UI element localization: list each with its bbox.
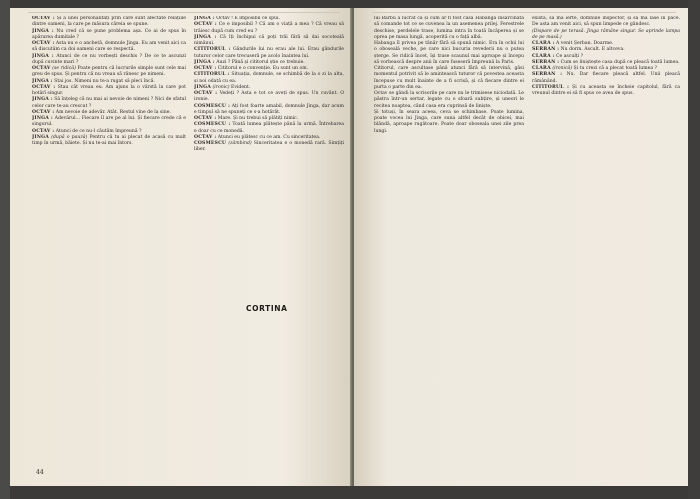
speaker-name: JINGA : [194, 34, 217, 40]
dialogue-paragraph [194, 22, 344, 35]
top-edge [372, 12, 676, 13]
right-page [354, 8, 688, 486]
dialogue-text: Auzi ? Până și cititorul știe ce trebuie. [216, 59, 305, 65]
speaker-name: OCTAV : [32, 16, 55, 21]
dialogue-text: Cititorul, care ascultase până atunci fără să intervină, găsi momentul potrivit să le amintească tuturor că povestea aceasta începuse cu mult înainte de a fi scrisă, și că fiecare dintre ei purta o parte din ea. [374, 66, 524, 90]
speaker-name: OCTAV : [194, 66, 217, 71]
speaker-name: JINGA : [194, 59, 215, 65]
text-column-4 [532, 16, 680, 266]
dialogue-paragraph [32, 41, 186, 54]
dialogue-paragraph [32, 97, 186, 110]
dialogue-text: Ce e imposibil ? Că am o viață a mea ? Că vreau să trăiesc după cum cred eu ? [194, 22, 344, 34]
dialogue-paragraph [194, 35, 344, 48]
dialogue-text: Octav ! E imposibil ce spui. [216, 16, 280, 21]
speaker-name: JINGA [194, 84, 212, 90]
dialogue-text: Și a unei personalități prin care sunt afectate relațiile dintre oameni, la care pe măsura căreia se spune. [32, 16, 186, 28]
speaker-name: JINGA : [32, 78, 53, 84]
dialogue-paragraph [32, 16, 186, 29]
dialogue-text: Cititorul e o convenție. Eu sunt un om. [217, 66, 309, 71]
speaker-name: SERBAN : [532, 72, 563, 78]
dialogue-text: există, să mă ierte, domnule inspector, și să mă lase în pace. De asta am venit aici, să spun limpede ce gândesc. [532, 16, 680, 28]
stage-direction: (se ridică) [52, 66, 76, 71]
speaker-name: OCTAV : [194, 91, 218, 96]
dialogue-text: Evident. [230, 84, 251, 90]
dialogue-paragraph [532, 85, 680, 98]
stage-direction: (ironică) [552, 66, 573, 71]
dialogue-text: Nu cred că se pune problema așa. Ce ai de spus în apărarea dumitale ? [32, 28, 186, 40]
speaker-name: COSMESCU : [194, 122, 231, 128]
dialogue-paragraph [32, 54, 186, 67]
dialogue-text: Toată lumea plătește până la urmă. Întrebarea e doar cu ce monedă. [194, 122, 344, 134]
speaker-name: OCTAV : [32, 128, 55, 134]
dialogue-text: Vedeți ? Asta e tot ce aveți de spus. Un cuvânt. O ironie. [194, 91, 344, 103]
speaker-name: CITITORUL : [532, 84, 569, 90]
dialogue-paragraph [194, 104, 344, 117]
dialogue-paragraph [32, 85, 186, 98]
dialogue-text: Gândurile lui nu erau ale lui. Erau gândurile tuturor celor care trecuseră pe acolo înaintea lui. [194, 47, 344, 59]
speaker-name: OCTAV : [32, 84, 56, 90]
dialogue-text: Atunci de ce nu-l căutăm împreună ? [55, 128, 142, 134]
speaker-name: OCTAV [32, 66, 51, 71]
speaker-name: OCTAV : [194, 22, 217, 28]
dialogue-text: Să înțeleg că nu mai ai nevoie de nimeni ? Nici de sfatul celor care te-au crescut ? [32, 97, 186, 109]
dialogue-paragraph [374, 110, 524, 135]
dialogue-text: Ce asculți ? [556, 53, 584, 59]
stage-direction: (ironic) [212, 84, 230, 90]
dialogue-paragraph [194, 72, 344, 85]
speaker-name: JINGA : [32, 97, 53, 103]
dialogue-text: Nu dorm. Ascult. E altceva. [560, 47, 625, 53]
dialogue-paragraph [532, 72, 680, 85]
dialogue-paragraph [374, 41, 524, 66]
text-column-3 [374, 16, 524, 466]
dialogue-text: Nu. Dar fiecare pleacă altfel. Unii pleacă rămânând. [532, 72, 680, 84]
section-title: CORTINA [246, 304, 288, 313]
dialogue-text: Habanga îl privea pe tânăr fără să spună nimic. Era în ochii lui o oboseală veche, pe care nici bucuria revederii nu o putea șterge. Se ridică încet, își trase scaunul mai aproape și începu să vorbească despre anii în care fuseseră împreună la Paris. [374, 41, 524, 65]
speaker-name: CITITORUL : [194, 72, 230, 78]
speaker-name: JINGA : [32, 53, 54, 59]
dialogue-text: Ați fost foarte amabil, domnule Jinga, dar acum e timpul să ne spuneți ce s-a hotărât. [194, 103, 344, 115]
speaker-name: CLARA : [532, 53, 555, 59]
dialogue-text: Pentru că tu ai plecat de acasă cu mult timp în urmă, băiete. Și nu te-ai mai întors. [32, 134, 186, 146]
dialogue-paragraph [194, 91, 344, 104]
dialogue-paragraph [32, 29, 186, 42]
dialogue-paragraph [32, 66, 186, 79]
dialogue-text: Am nevoie de adevăr. Atât. Restul vine de la sine. [55, 109, 171, 115]
dialogue-paragraph [374, 16, 524, 41]
stage-direction: (zâmbind) [228, 141, 252, 146]
dialogue-text: Și tu crezi că a plecat toată lumea ? [573, 66, 658, 71]
dialogue-paragraph [532, 29, 680, 42]
top-edge [28, 12, 340, 13]
speaker-name: OCTAV : [32, 109, 55, 115]
speaker-name: CITITORUL : [194, 47, 231, 53]
dialogue-text: Sinceritatea e o monedă rară. Simțiți liber. [194, 141, 344, 153]
dialogue-text: Că îți închipui că poți trăi fără să dai socoteală nimănui. [194, 34, 344, 46]
dialogue-text: Cum se liniștește casa după ce pleacă toată lumea. [560, 59, 680, 65]
speaker-name: COSMESCU [194, 141, 227, 146]
speaker-name: SERBAN : [532, 59, 560, 65]
dialogue-paragraph [194, 141, 344, 154]
stage-direction: (după o pauză) [51, 134, 88, 140]
book-cover-edge-right [688, 0, 700, 499]
text-column-1 [32, 16, 186, 466]
stage-direction: (Dispare de pe terasă. Jinga rămâne singur. Se aprinde lampa de pe masă.) [532, 28, 680, 40]
speaker-name: OCTAV : [194, 116, 217, 121]
dialogue-paragraph [32, 116, 186, 129]
dialogue-paragraph [194, 47, 344, 60]
speaker-name: CLARA : [532, 41, 555, 46]
speaker-name: JINGA : [194, 16, 215, 21]
speaker-name: JINGA : [32, 116, 53, 121]
dialogue-text: Mare. Și nu trebui să plătiți nimic. [217, 116, 299, 121]
dialogue-text: Adevărul... Fiecare îl are pe al lui. Și fiecare crede că e singurul. [32, 116, 186, 128]
speaker-name: OCTAV : [32, 41, 55, 46]
speaker-name: COSMESCU : [194, 103, 231, 109]
dialogue-text: lui Barbu a lucrat ca și cum ar fi fost casa Habanga însărcinată să comande tot ce se cuvenea la un asemenea prilej. Ferestrele deschise, perdelele trase, lumina intra în toată încăperea și se oprea pe masa lungă, acoperită cu o față albă. [374, 16, 524, 40]
dialogue-text: Atunci de ce nu vorbești deschis ? De ce te ascunzi după cuvinte mari ? [32, 53, 186, 65]
dialogue-text: Poate pentru că lucrurile simple sunt cele mai greu de spus. Și pentru că nu vreau să rănesc pe nimeni. [32, 66, 186, 78]
speaker-name: SERBAN : [532, 47, 560, 53]
speaker-name: JINGA : [32, 28, 54, 34]
dialogue-paragraph [32, 135, 186, 148]
dialogue-text: Octav se gândi la scrisorile pe care nu le trimisese niciodată. Le păstra într-un sertar, legate cu o sfoară subțire, și uneori le recitea noaptea, când casa era cuprinsă de liniște. [374, 91, 524, 109]
left-page [10, 8, 353, 486]
dialogue-text: Și totuși, în seara aceea, ceva se schimbase. Poate lumina, poate vocea lui Jinga, care suna altfel decât de obicei, mai blândă, aproape rugătoare. Poate doar oboseala unei zile prea lungi. [374, 109, 524, 134]
book-cover-edge-left [0, 0, 10, 499]
dialogue-paragraph [374, 91, 524, 110]
speaker-name: JINGA [32, 134, 50, 140]
speaker-name: CLARA [532, 66, 551, 71]
dialogue-text: Atunci eu plătesc cu ce am. Cu sinceritatea. [217, 134, 321, 140]
dialogue-text: Asta nu e o anchetă, domnule Jinga. Eu am venit aici ca să discutăm ca doi oameni care se respectă. [32, 41, 186, 53]
dialogue-paragraph [194, 122, 344, 135]
dialogue-text: Situația, domnule, se schimbă de la o zi la alta, și noi odată cu ea. [194, 72, 344, 84]
dialogue-paragraph [532, 16, 680, 29]
dialogue-text: Stau cât vreau eu. Am ajuns la o vârstă la care pot hotărî singur. [32, 84, 186, 96]
page-number: 44 [36, 469, 44, 476]
speaker-name: OCTAV : [194, 134, 217, 140]
dialogue-text: Și cu aceasta se încheie capitolul, fără ca vreunul dintre ei să fi spus ce avea de spus. [532, 84, 680, 96]
dialogue-text: A venit Șerban. Doarme. [556, 41, 614, 46]
dialogue-paragraph [374, 66, 524, 91]
text-column-2 [194, 16, 344, 466]
dialogue-text: Stai jos. Nimeni nu te-a rugat să pleci încă. [54, 78, 155, 84]
